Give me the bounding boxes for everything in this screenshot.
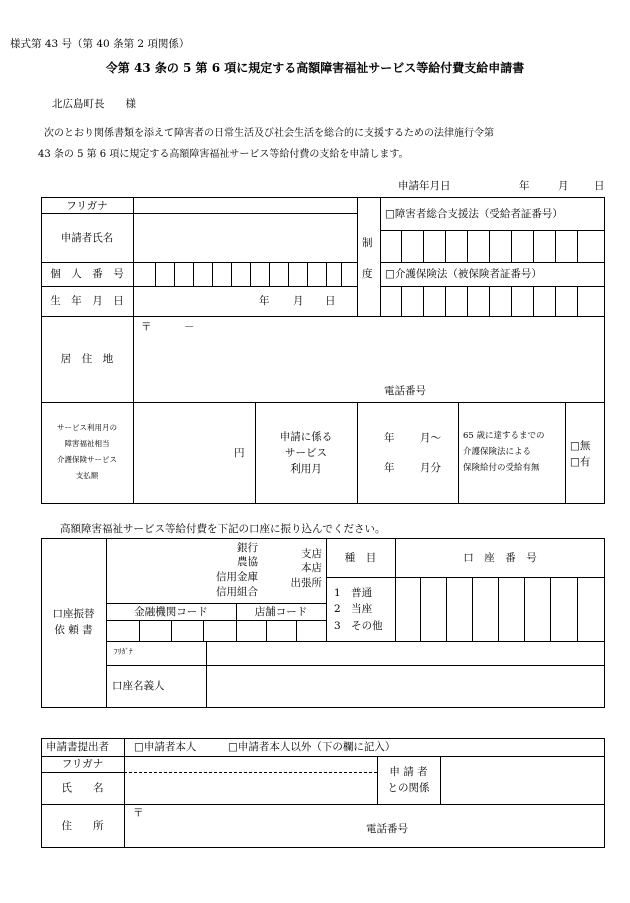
applicant-name-label: 申請者氏名 <box>60 232 114 244</box>
account-kind-ordinary: 1 普通 <box>334 587 373 599</box>
branch-type-honten: 本店 <box>301 562 322 574</box>
page-title: 令第 43 条の 5 第 6 項に規定する高額障害福祉サービス等給付費支給申請書 <box>105 61 525 75</box>
submitter-table <box>41 738 605 848</box>
service-year-to: 年 <box>384 462 395 474</box>
seido-label-2: 度 <box>362 268 373 280</box>
service-payment-label-1: サービス利用月の <box>57 423 117 432</box>
institution-code-label: 金融機関コード <box>134 606 208 618</box>
bank-type-nokyo: 農協 <box>237 556 258 568</box>
body-text-line1: 次のとおり関係書類を添えて障害者の日常生活及び社会生活を総合的に支援するための法律施行令第 <box>44 128 494 139</box>
branch-code-label: 店舗コード <box>254 606 308 618</box>
service-month-label-2: サービス <box>285 447 327 459</box>
birth-month: 月 <box>293 295 304 307</box>
service-payment-label-3: 介護保険サービス <box>57 455 117 464</box>
id-number-label: 個 人 番 号 <box>50 268 124 280</box>
account-holder-label: 口座名義人 <box>112 680 165 692</box>
checkbox-none[interactable]: □無 <box>570 440 591 452</box>
seido-label-1: 制 <box>362 237 373 249</box>
age-label-1: 65 歳に達するまでの <box>463 431 545 441</box>
bank-type-shinkumi: 信用組合 <box>216 586 258 598</box>
account-kind-current: 2 当座 <box>334 603 373 615</box>
submitter-address-label: 住 所 <box>61 820 104 832</box>
service-month-to: 月分 <box>420 462 441 474</box>
date-day: 日 <box>594 180 605 192</box>
transfer-request-label-1: 口座振替 <box>52 608 95 620</box>
account-kind-header: 種 目 <box>344 552 377 564</box>
yen-unit: 円 <box>234 447 245 459</box>
branch-type-shiten: 支店 <box>301 548 322 560</box>
service-payment-label-4: 支払額 <box>75 471 99 480</box>
postal-dash: － <box>184 321 195 333</box>
bank-type-bank: 銀行 <box>237 542 258 554</box>
holder-furigana-label: ﾌﾘｶﾞﾅ <box>114 647 133 656</box>
birth-day: 日 <box>325 295 336 307</box>
law1-option: □障害者総合支援法（受給者証番号） <box>385 208 563 220</box>
phone-label: 電話番号 <box>384 385 426 397</box>
service-month-from: 月～ <box>420 432 441 444</box>
addressee: 北広島町長 様 <box>52 98 136 110</box>
relationship-label-2: との関係 <box>387 782 430 794</box>
address-label: 居 住 地 <box>60 353 114 365</box>
date-label: 申請年月日 <box>398 180 451 192</box>
service-month-label-3: 利用月 <box>290 463 322 475</box>
date-month: 月 <box>558 180 569 192</box>
service-year-from: 年 <box>384 432 395 444</box>
submitter-furigana-label: フリガナ <box>61 758 104 770</box>
submitter-phone-label: 電話番号 <box>366 823 408 835</box>
relationship-label-1: 申 請 者 <box>389 766 428 778</box>
submitter-name-label: 氏 名 <box>61 782 104 794</box>
submitter-label: 申請書提出者 <box>46 741 109 753</box>
service-payment-label-2: 障害福祉相当 <box>64 439 110 448</box>
birthdate-label: 生 年 月 日 <box>50 295 124 307</box>
age-label-3: 保険給付の受給有無 <box>463 463 540 473</box>
branch-type-shucchojo: 出張所 <box>290 577 322 589</box>
bank-type-shinkin: 信用金庫 <box>216 571 258 583</box>
birth-year: 年 <box>259 295 270 307</box>
body-text-line2: 43 条の 5 第 6 項に規定する高額障害福祉サービス等給付費の支給を申請します。 <box>38 149 409 160</box>
bank-intro: 高額障害福祉サービス等給付費を下記の口座に振り込んでください。 <box>60 523 386 535</box>
submitter-postal-mark: 〒 <box>133 807 144 819</box>
law2-option: □介護保険法（被保険者証番号） <box>385 268 542 280</box>
checkbox-applicant-other[interactable]: □申請者本人以外（下の欄に記入） <box>228 741 396 753</box>
account-number-header: 口 座 番 号 <box>463 552 537 564</box>
furigana-label: フリガナ <box>66 200 108 212</box>
account-kind-other: 3 その他 <box>334 620 383 632</box>
form-number: 様式第 43 号（第 40 条第 2 項関係） <box>10 38 190 50</box>
date-year: 年 <box>519 180 530 192</box>
postal-mark: 〒 <box>141 321 152 333</box>
transfer-request-label-2: 依 頼 書 <box>54 624 93 636</box>
checkbox-applicant-self[interactable]: □申請者本人 <box>134 741 197 753</box>
checkbox-yes[interactable]: □有 <box>570 456 591 468</box>
age-label-2: 介護保険法による <box>463 447 532 457</box>
service-month-label-1: 申請に係る <box>279 431 333 443</box>
